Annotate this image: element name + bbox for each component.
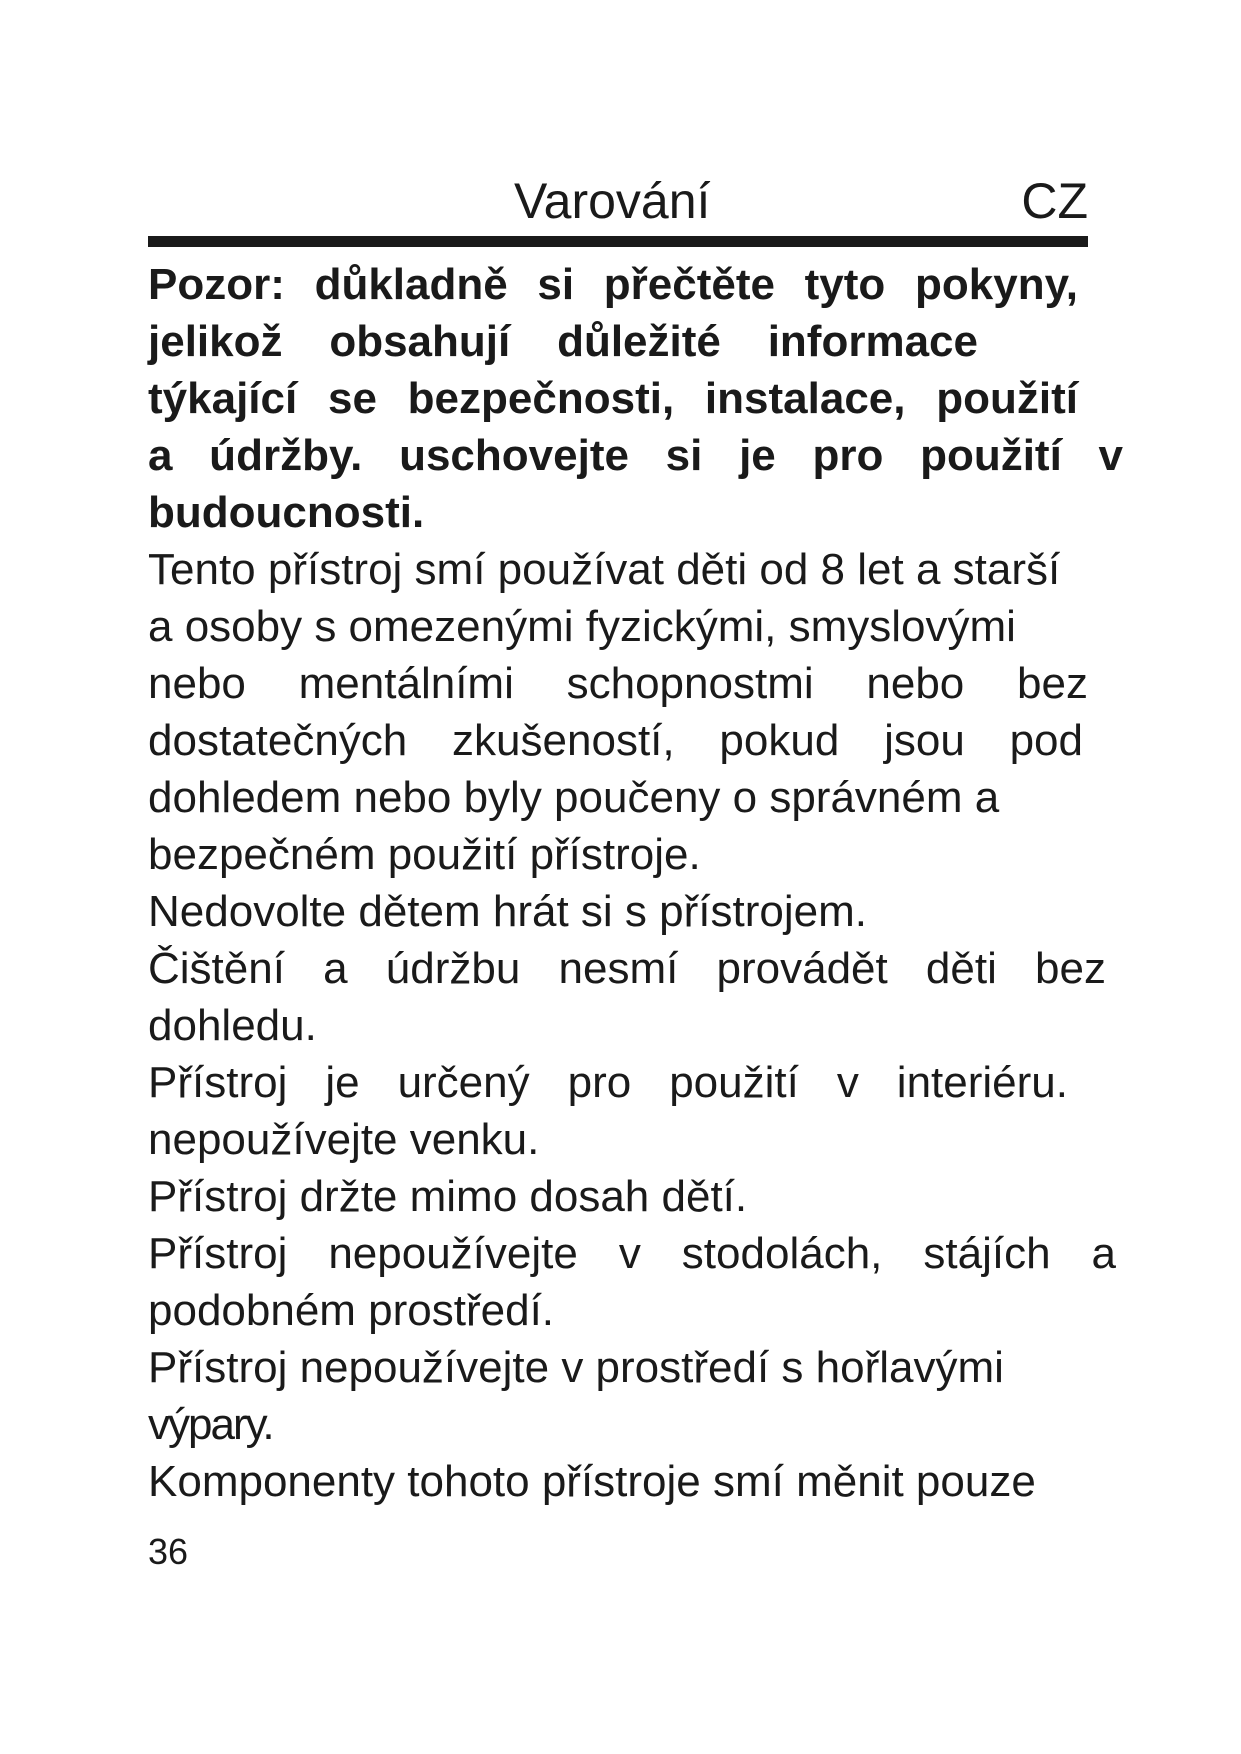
instruction-line: dohledem nebo byly poučeny o správném a <box>148 773 1000 822</box>
instruction-line: bezpečném použití přístroje. <box>148 830 701 879</box>
instruction-line: Přístroj je určený pro použití v interiéru. <box>148 1058 1068 1107</box>
warning-line: Pozor: důkladně si přečtěte tyto pokyny, <box>148 260 1078 309</box>
instruction-line: Přístroj nepoužívejte v prostředí s hořlavými <box>148 1343 1004 1392</box>
warning-line: týkající se bezpečnosti, instalace, použití <box>148 374 1078 423</box>
safety-instructions <box>148 541 1148 1510</box>
language-code: CZ <box>1021 173 1088 229</box>
page-header <box>148 170 1088 232</box>
instruction-line: Přístroj nepoužívejte v stodolách, stájích a <box>148 1229 1116 1278</box>
page-number: 36 <box>148 1531 189 1572</box>
warning-paragraph <box>148 256 1148 541</box>
instruction-line: nebo mentálními schopnostmi nebo bez <box>148 659 1088 708</box>
instruction-line: podobném prostředí. <box>148 1286 555 1335</box>
header-divider <box>148 236 1088 247</box>
warning-line: jelikož obsahují důležité informace <box>148 317 978 366</box>
instruction-line: Čištění a údržbu nesmí provádět děti bez <box>148 944 1106 993</box>
instruction-line: Přístroj držte mimo dosah dětí. <box>148 1172 748 1221</box>
section-title: Varování <box>514 173 711 229</box>
instruction-line: výpary. <box>148 1400 273 1449</box>
warning-line: a údržby. uschovejte si je pro použití v <box>148 431 1123 480</box>
instruction-line: dostatečných zkušeností, pokud jsou pod <box>148 716 1083 765</box>
instruction-line: Komponenty tohoto přístroje smí měnit pouze <box>148 1457 1036 1506</box>
instruction-line: nepoužívejte venku. <box>148 1115 540 1164</box>
instruction-line: Nedovolte dětem hrát si s přístrojem. <box>148 887 867 936</box>
instruction-line: dohledu. <box>148 1001 317 1050</box>
instruction-line: a osoby s omezenými fyzickými, smyslovými <box>148 602 1016 651</box>
page-content <box>148 256 1148 1510</box>
warning-line: budoucnosti. <box>148 488 425 537</box>
instruction-line: Tento přístroj smí používat děti od 8 let a starší <box>148 545 1061 594</box>
